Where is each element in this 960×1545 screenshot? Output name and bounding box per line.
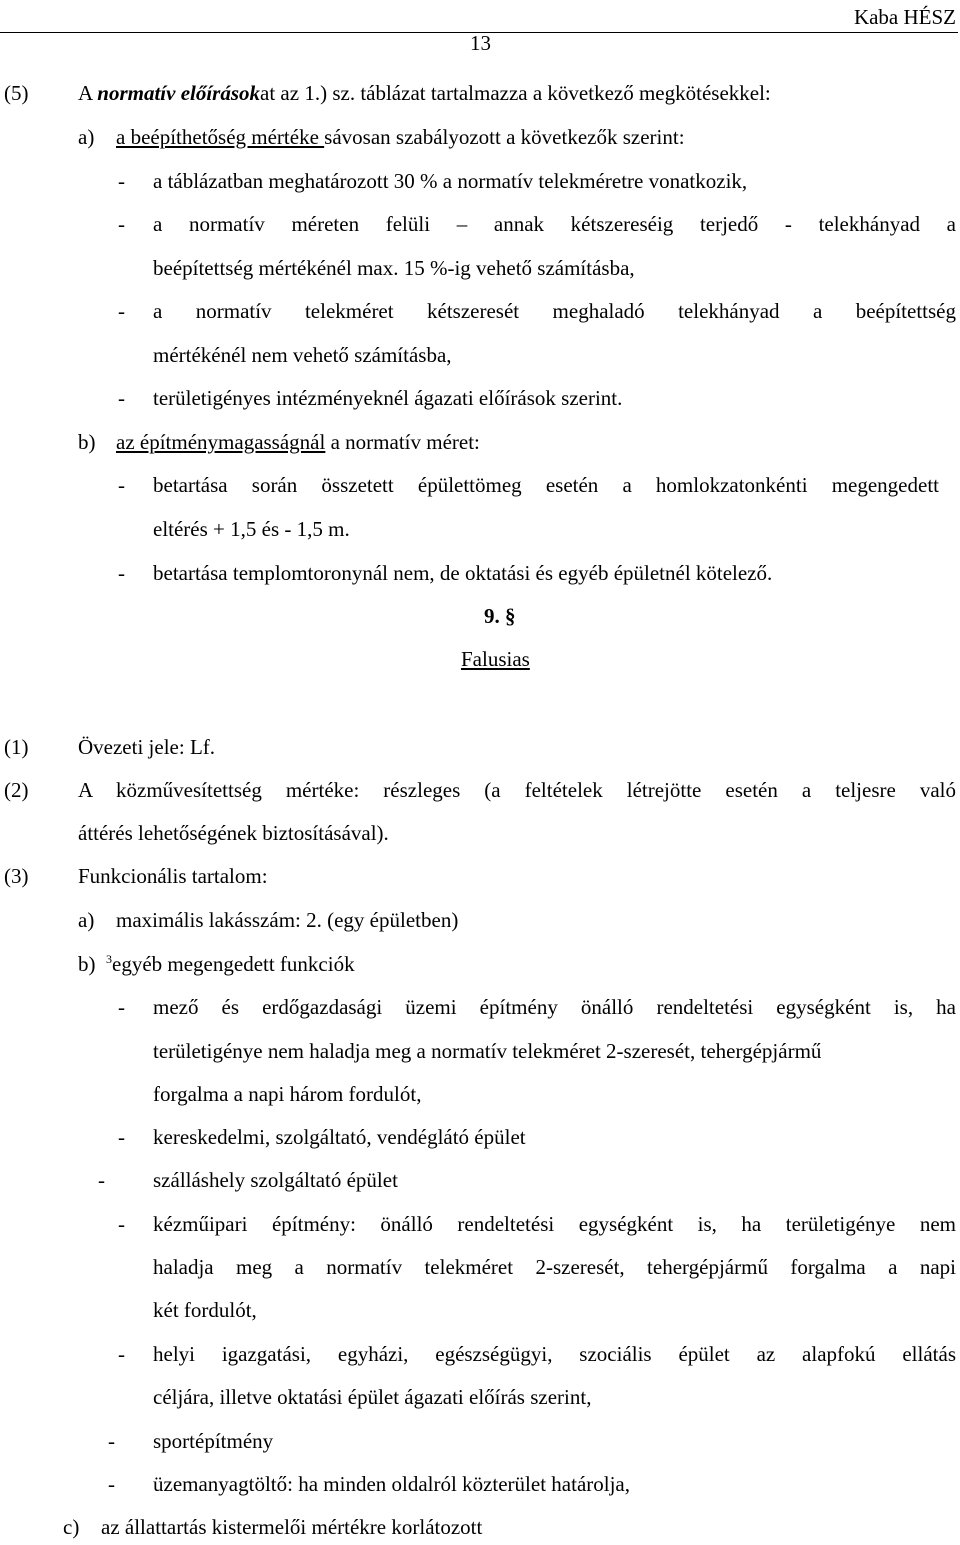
list-dash: - [118, 169, 125, 193]
paragraph-2-number: (2) [4, 778, 29, 802]
list-item-line: mértékénél nem vehető számításba, [153, 343, 452, 367]
item-a-rest: sávosan szabályozott a következők szerint: [324, 125, 685, 149]
list-item-line: a táblázatban meghatározott 30 % a normatív telekméretre vonatkozik, [153, 169, 748, 193]
list-item-line: sportépítmény [153, 1429, 274, 1453]
section-number [484, 603, 516, 629]
paragraph-3-text: Funkcionális tartalom: [78, 864, 268, 888]
list-item-line: szálláshely szolgáltató épület [153, 1168, 398, 1192]
item-a-text [116, 124, 685, 150]
paragraph-5-number: (5) [4, 81, 29, 105]
list-item-line: a normatív méreten felüli – annak kétszereséig terjedő - telekhányad a [153, 212, 956, 236]
list-dash: - [118, 386, 125, 410]
list-dash: - [118, 1212, 125, 1236]
list-item-line: eltérés + 1,5 és - 1,5 m. [153, 517, 350, 541]
paragraph-5-text [78, 80, 771, 106]
list-dash: - [108, 1429, 115, 1453]
paragraph-5-pre: A [78, 81, 98, 105]
list-dash: - [118, 212, 125, 236]
list-item-line: haladja meg a normatív telekméret 2-szeresét, tehergépjármű forgalma a napi [153, 1255, 956, 1279]
list-item-line: kézműipari építmény: önálló rendeltetési egységként is, ha területigénye nem [153, 1212, 956, 1236]
list-dash: - [118, 1342, 125, 1366]
section-title: Falusias [461, 647, 530, 671]
list-item-line: forgalma a napi három fordulót, [153, 1082, 422, 1106]
list-item-line: céljára, illetve oktatási épület ágazati előírás szerint, [153, 1385, 592, 1409]
footnote-marker: 3 [106, 952, 112, 966]
list-item-line: beépítettség mértékénél max. 15 %-ig vehető számításba, [153, 256, 635, 280]
item-a-text: maximális lakásszám: 2. (egy épületben) [116, 908, 459, 932]
item-b-text [106, 951, 355, 977]
item-b-rest: a normatív méret: [325, 430, 480, 454]
item-a-label: a) [78, 125, 95, 149]
paragraph-2-line: A közművesítettség mértéke: részleges (a feltételek létrejötte esetén a teljesre való [78, 778, 956, 802]
item-b-label: b) [78, 952, 96, 976]
section-symbol: § [505, 604, 516, 628]
list-item-line: mező és erdőgazdasági üzemi építmény önálló rendeltetési egységként is, ha [153, 995, 956, 1019]
list-item-line: területigénye nem haladja meg a normatív telekméret 2-szeresét, tehergépjármű [153, 1039, 822, 1063]
list-dash: - [118, 1125, 125, 1149]
paragraph-1-text: Övezeti jele: Lf. [78, 735, 216, 759]
item-a-label: a) [78, 908, 95, 932]
list-item-line: a normatív telekméret kétszeresét meghaladó telekhányad a beépítettség [153, 299, 956, 323]
list-dash: - [108, 1472, 115, 1496]
item-b-label: b) [78, 430, 96, 454]
paragraph-1-number: (1) [4, 735, 29, 759]
item-b-label-text: egyéb megengedett funkciók [112, 952, 355, 976]
list-dash: - [118, 473, 125, 497]
list-item-line: helyi igazgatási, egyházi, egészségügyi, szociális épület az alapfokú ellátás [153, 1342, 956, 1366]
list-item-line: betartása templomtoronynál nem, de oktatási és egyéb épületnél kötelező. [153, 561, 773, 585]
header-document-title: Kaba HÉSZ [853, 5, 956, 29]
paragraph-3-number: (3) [4, 864, 29, 888]
item-c-text: az állattartás kistermelői mértékre korlátozott [101, 1515, 483, 1539]
item-b-text [116, 429, 480, 455]
list-item-line: területigényes intézményeknél ágazati előírások szerint. [153, 386, 623, 410]
item-b-link: az építménymagasságnál [116, 430, 326, 454]
list-dash: - [118, 561, 125, 585]
list-dash: - [118, 299, 125, 323]
item-c-label: c) [63, 1515, 80, 1539]
list-item-line: kereskedelmi, szolgáltató, vendéglátó épület [153, 1125, 526, 1149]
list-item-line: betartása során összetett épülettömeg esetén a homlokzatonkénti megengedett [153, 473, 939, 497]
page-number: 13 [470, 31, 491, 55]
list-item-line: üzemanyagtöltő: ha minden oldalról közterület határolja, [153, 1472, 631, 1496]
list-item-line: két fordulót, [153, 1298, 257, 1322]
item-a-link: a beépíthetőség mértéke [116, 125, 325, 149]
paragraph-2-line: áttérés lehetőségének biztosításával). [78, 821, 389, 845]
list-dash: - [118, 995, 125, 1019]
paragraph-5-emphasis: normatív előírások [97, 81, 261, 105]
paragraph-5-post: at az 1.) sz. táblázat tartalmazza a következő megkötésekkel: [260, 81, 771, 105]
list-dash: - [98, 1168, 105, 1192]
section-number-text: 9. [484, 604, 500, 628]
